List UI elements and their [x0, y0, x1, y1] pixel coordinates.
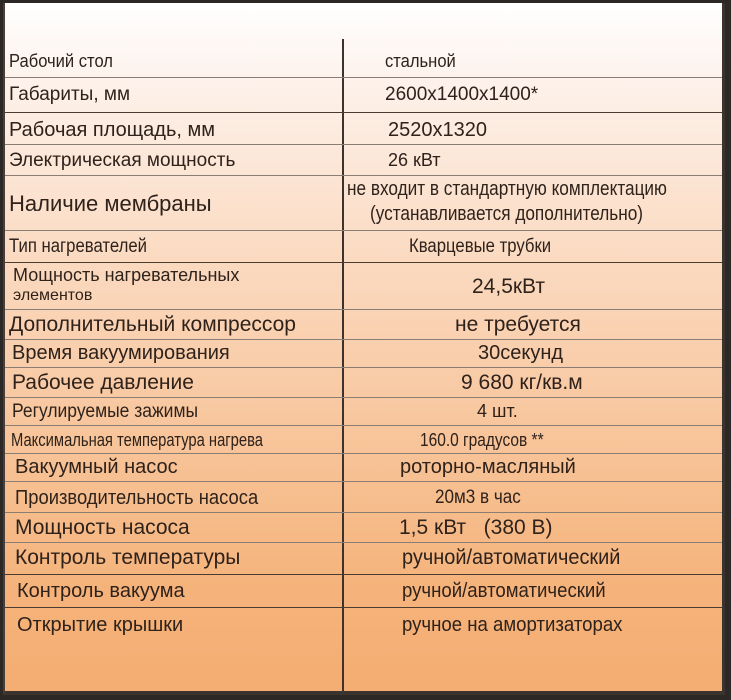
spec-label: Рабочий стол — [9, 51, 113, 71]
spec-value: 20м3 в час — [435, 487, 521, 508]
spec-row — [5, 367, 722, 398]
spec-row — [5, 309, 722, 340]
spec-value: ручной/автоматический — [402, 580, 606, 602]
spec-row — [5, 47, 722, 77]
spec-label: Электрическая мощность — [9, 150, 236, 171]
spec-value: Кварцевые трубки — [409, 236, 552, 257]
spec-value: роторно-масляный — [400, 456, 576, 478]
spec-value: ручное на амортизаторах — [402, 614, 623, 636]
spec-row — [5, 425, 722, 454]
spec-label: Тип нагревателей — [9, 236, 147, 257]
spec-value: 2600x1400x1400* — [385, 84, 539, 105]
spec-row — [5, 574, 722, 608]
spec-row — [5, 144, 722, 176]
spec-row — [5, 512, 722, 543]
spec-label: Наличие мембраны — [9, 191, 212, 216]
spec-row — [5, 607, 722, 692]
spec-label: Мощность нагревательных — [13, 265, 240, 285]
spec-row — [5, 481, 722, 513]
spec-row — [5, 397, 722, 426]
spec-row — [5, 230, 722, 263]
spec-value: не входит в стандартную комплектацию — [347, 178, 667, 200]
spec-label: Рабочая площадь, мм — [9, 119, 215, 141]
spec-sheet — [3, 3, 725, 695]
spec-value: 30секунд — [478, 342, 564, 364]
spec-value: ручной/автоматический — [402, 546, 621, 569]
spec-label: Габариты, мм — [9, 84, 131, 105]
spec-row — [5, 77, 722, 113]
spec-row — [5, 175, 722, 231]
spec-label: Производительность насоса — [15, 487, 259, 509]
spec-value: 9 680 кг/кв.м — [461, 371, 583, 394]
spec-value: 160.0 градусов ** — [420, 430, 544, 450]
spec-row — [5, 112, 722, 145]
spec-label: Рабочее давление — [12, 371, 194, 394]
spec-label: Максимальная температура нагрева — [11, 430, 263, 450]
spec-value: 2520x1320 — [388, 119, 487, 141]
spec-label: Контроль вакуума — [17, 580, 185, 602]
spec-value: 24,5кВт — [472, 275, 545, 298]
spec-value: 26 кВт — [388, 150, 441, 170]
spec-value: стальной — [385, 51, 456, 71]
spec-label: Открытие крышки — [17, 614, 184, 636]
spec-row — [5, 339, 722, 368]
spec-label: Дополнительный компрессор — [9, 313, 296, 336]
spec-label: Регулируемые зажимы — [12, 401, 199, 422]
spec-value-note: (устанавливается дополнительно) — [370, 203, 644, 225]
spec-value: 1,5 кВт (380 В) — [399, 516, 553, 539]
spec-label-cont: элементов — [13, 287, 93, 304]
spec-label: Мощность насоса — [15, 516, 190, 539]
spec-value: 4 шт. — [477, 401, 518, 421]
spec-value: не требуется — [455, 313, 581, 336]
spec-row — [5, 262, 722, 310]
spec-label: Вакуумный насос — [15, 456, 178, 478]
spec-label: Контроль температуры — [15, 546, 241, 569]
spec-row — [5, 542, 722, 575]
spec-label: Время вакуумирования — [12, 342, 230, 364]
spec-row — [5, 453, 722, 482]
